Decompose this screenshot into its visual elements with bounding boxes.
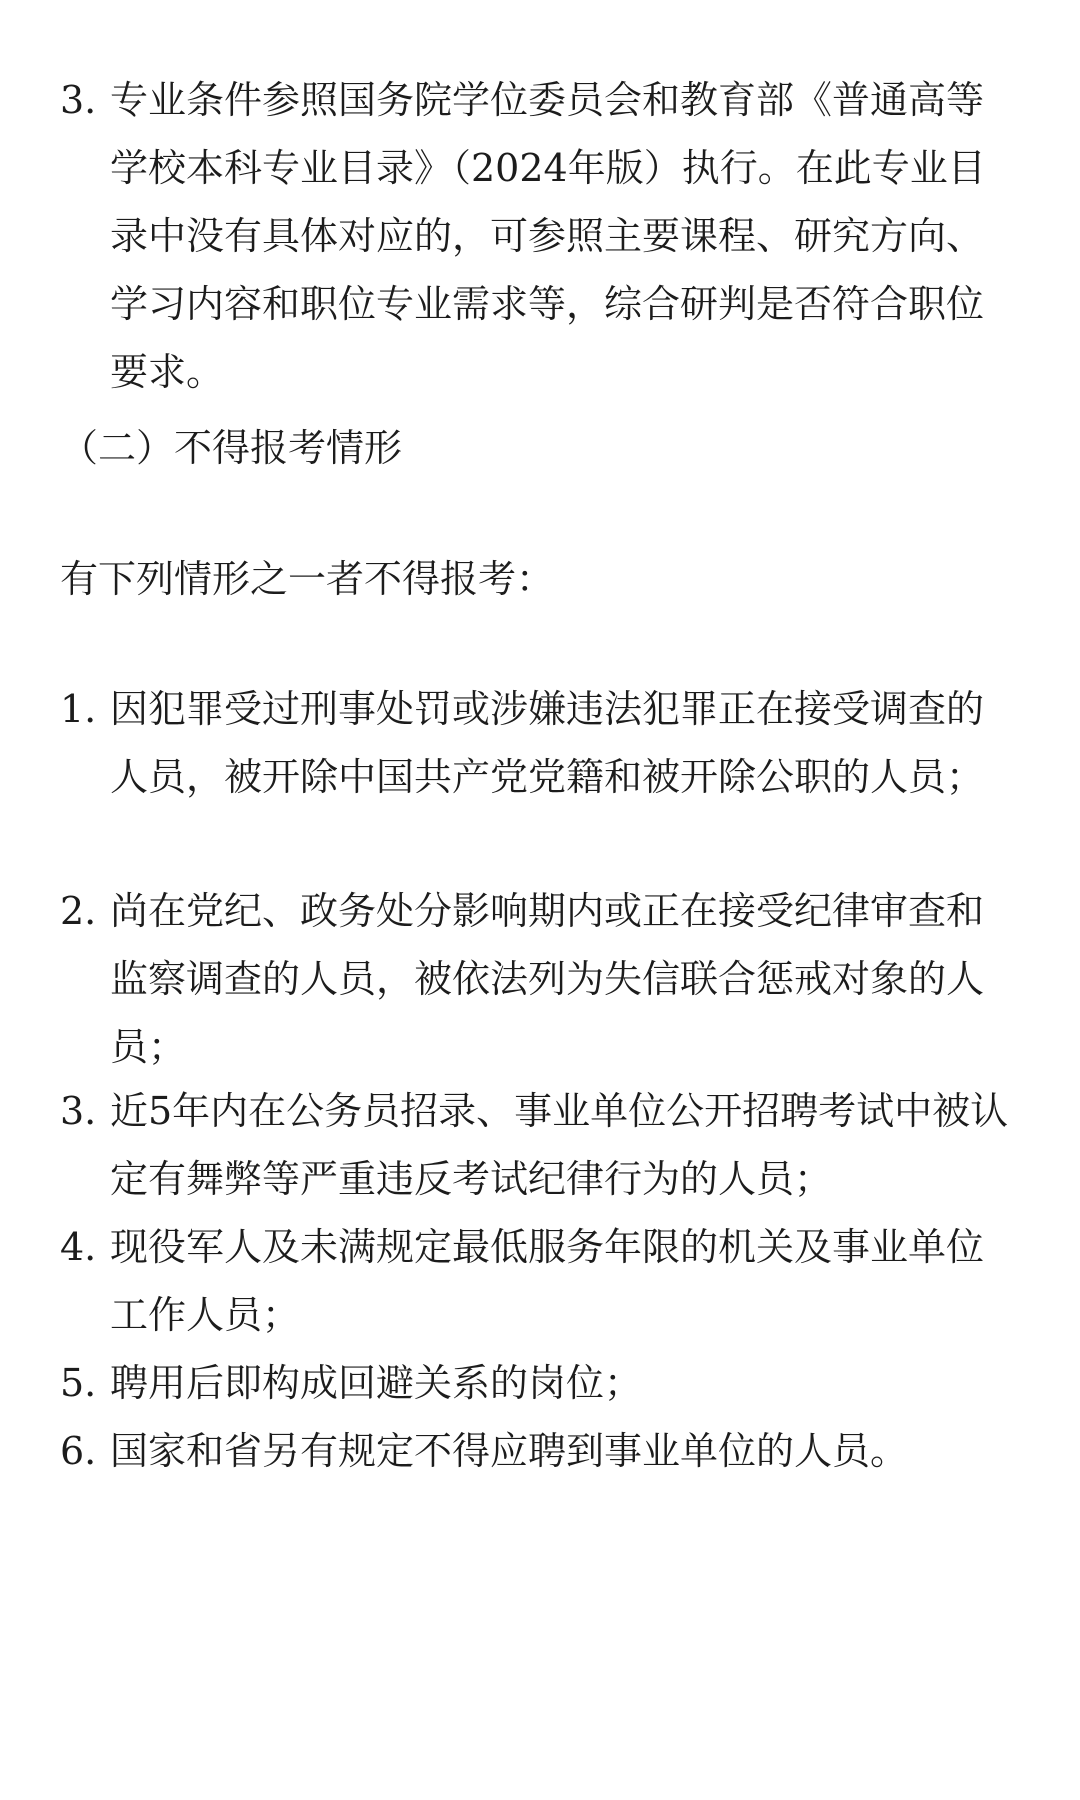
major-condition-item — [60, 66, 1020, 406]
section-intro: 有下列情形之一者不得报考： — [60, 557, 555, 601]
section-heading: （二）不得报考情形 — [60, 426, 403, 470]
list-item — [60, 1349, 1020, 1417]
item-text: 现役军人及未满规定最低服务年限的机关及事业单位工作人员； — [110, 1225, 985, 1337]
item-number: 3. — [60, 78, 97, 122]
item-number: 2. — [60, 889, 97, 933]
item-number: 3. — [60, 1089, 97, 1133]
item-text: 专业条件参照国务院学位委员会和教育部《普通高等学校本科专业目录》（2024年版）执行。在此专业目录中没有具体对应的，可参照主要课程、研究方向、学习内容和职位专业需求等，综合研判是否符合职位要求。 — [110, 78, 986, 394]
list-item — [60, 877, 1020, 1081]
list-item — [60, 1213, 1020, 1349]
item-text: 近5年内在公务员招录、事业单位公开招聘考试中被认定有舞弊等严重违反考试纪律行为的人员； — [110, 1089, 1009, 1201]
item-number: 5. — [60, 1361, 97, 1405]
item-text: 国家和省另有规定不得应聘到事业单位的人员。 — [110, 1429, 909, 1473]
list-item — [60, 1417, 1020, 1485]
item-text: 因犯罪受过刑事处罚或涉嫌违法犯罪正在接受调查的人员，被开除中国共产党党籍和被开除公职的人员； — [110, 687, 985, 799]
item-text: 聘用后即构成回避关系的岗位； — [110, 1361, 643, 1405]
item-number: 1. — [60, 687, 97, 731]
list-item — [60, 675, 1020, 811]
item-number: 6. — [60, 1429, 97, 1473]
item-number: 4. — [60, 1225, 97, 1269]
list-item — [60, 1077, 1020, 1213]
item-text: 尚在党纪、政务处分影响期内或正在接受纪律审查和监察调查的人员，被依法列为失信联合惩戒对象的人员； — [110, 889, 985, 1069]
